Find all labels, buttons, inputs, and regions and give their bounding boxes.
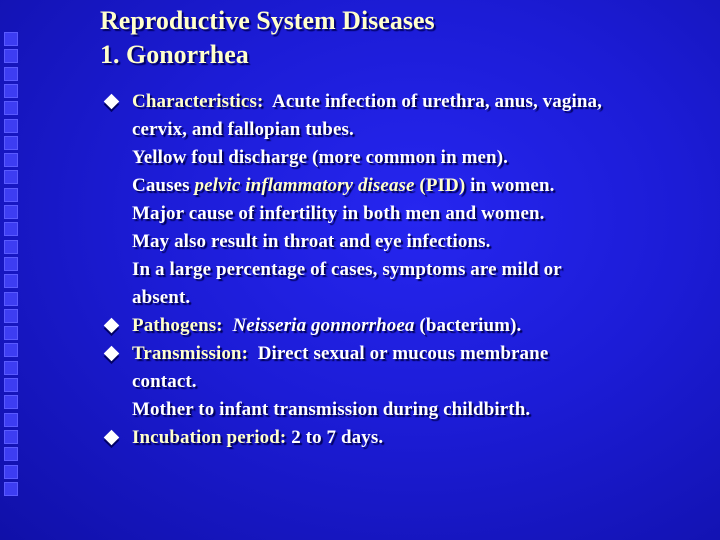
pathogen-suffix: (bacterium). bbox=[414, 315, 522, 336]
pathogens-label: Pathogens: bbox=[132, 315, 223, 336]
transmission-text-1: Direct sexual or mucous membrane bbox=[248, 343, 549, 364]
side-square bbox=[4, 222, 18, 236]
pid-suffix: in women. bbox=[465, 175, 555, 196]
characteristics-line-2 bbox=[104, 116, 716, 144]
mild-text-1: In a large percentage of cases, symptoms are mild or bbox=[132, 259, 562, 280]
side-square bbox=[4, 84, 18, 98]
incubation-text: 2 to 7 days. bbox=[286, 427, 384, 448]
characteristics-bullet bbox=[104, 88, 716, 116]
side-square bbox=[4, 309, 18, 323]
side-square bbox=[4, 465, 18, 479]
side-square bbox=[4, 257, 18, 271]
incubation-bullet bbox=[104, 424, 716, 452]
diamond-bullet-icon bbox=[104, 346, 120, 362]
side-square bbox=[4, 153, 18, 167]
side-square bbox=[4, 170, 18, 184]
side-square bbox=[4, 292, 18, 306]
mother-line bbox=[104, 396, 716, 424]
transmission-line-2 bbox=[104, 368, 716, 396]
pid-line bbox=[104, 172, 716, 200]
side-square bbox=[4, 361, 18, 375]
slide-title bbox=[100, 4, 435, 72]
side-square bbox=[4, 240, 18, 254]
side-square bbox=[4, 343, 18, 357]
diamond-bullet-icon bbox=[104, 430, 120, 446]
pid-abbreviation: (PID) bbox=[414, 175, 466, 196]
side-square bbox=[4, 430, 18, 444]
side-square bbox=[4, 482, 18, 496]
side-square bbox=[4, 447, 18, 461]
mother-text: Mother to infant transmission during childbirth. bbox=[132, 399, 531, 420]
side-square bbox=[4, 49, 18, 63]
side-square bbox=[4, 378, 18, 392]
diamond-bullet-icon bbox=[104, 318, 120, 334]
side-square bbox=[4, 413, 18, 427]
throat-line bbox=[104, 228, 716, 256]
side-square bbox=[4, 32, 18, 46]
side-square bbox=[4, 326, 18, 340]
discharge-text: Yellow foul discharge (more common in men). bbox=[132, 147, 508, 168]
characteristics-text-2: cervix, and fallopian tubes. bbox=[132, 119, 354, 140]
characteristics-text-1: Acute infection of urethra, anus, vagina, bbox=[263, 91, 602, 112]
side-square-decoration bbox=[4, 32, 20, 500]
transmission-text-2: contact. bbox=[132, 371, 197, 392]
side-square bbox=[4, 395, 18, 409]
characteristics-label: Characteristics: bbox=[132, 91, 264, 112]
slide-content bbox=[104, 88, 716, 452]
slide-title-line-2: 1. Gonorrhea bbox=[100, 40, 249, 69]
pathogens-bullet bbox=[104, 312, 716, 340]
side-square bbox=[4, 101, 18, 115]
infertility-text: Major cause of infertility in both men and women. bbox=[132, 203, 545, 224]
pid-term: pelvic inflammatory disease bbox=[194, 175, 415, 196]
mild-line-1 bbox=[104, 256, 716, 284]
pathogen-organism: Neisseria gonnorrhoea bbox=[232, 315, 415, 336]
diamond-bullet-icon bbox=[104, 94, 120, 110]
side-square bbox=[4, 274, 18, 288]
mild-line-2 bbox=[104, 284, 716, 312]
pid-prefix: Causes bbox=[132, 175, 195, 196]
side-square bbox=[4, 188, 18, 202]
throat-text: May also result in throat and eye infections. bbox=[132, 231, 491, 252]
incubation-label: Incubation period: bbox=[132, 427, 287, 448]
side-square bbox=[4, 136, 18, 150]
discharge-line bbox=[104, 144, 716, 172]
infertility-line bbox=[104, 200, 716, 228]
side-square bbox=[4, 205, 18, 219]
mild-text-2: absent. bbox=[132, 287, 191, 308]
side-square bbox=[4, 67, 18, 81]
slide-title-line-1: Reproductive System Diseases bbox=[100, 6, 435, 35]
transmission-bullet bbox=[104, 340, 716, 368]
side-square bbox=[4, 119, 18, 133]
transmission-label: Transmission: bbox=[132, 343, 249, 364]
